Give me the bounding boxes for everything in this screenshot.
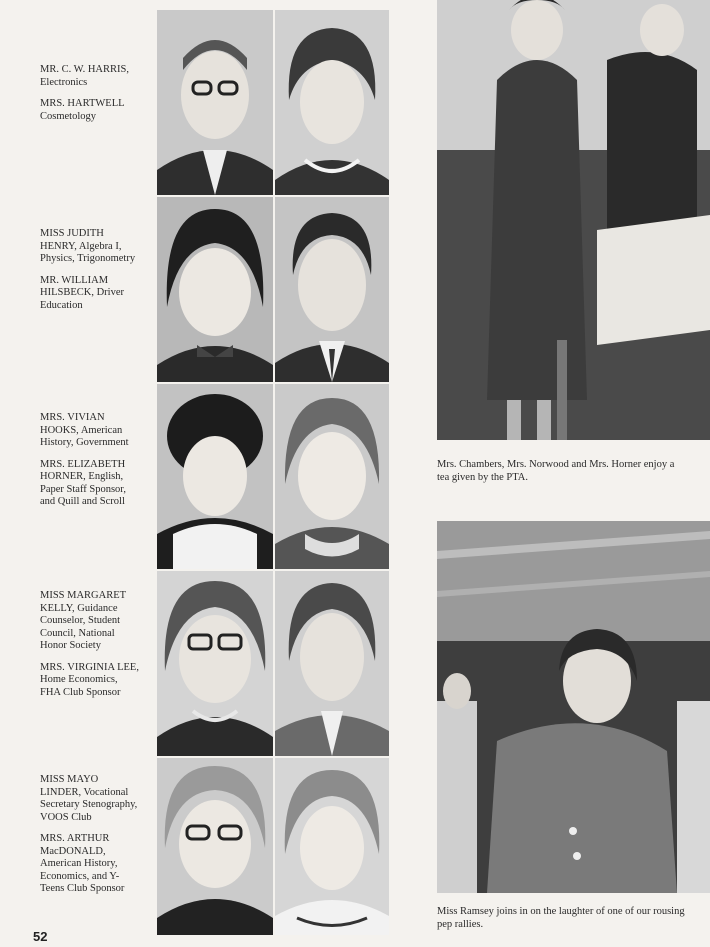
portrait-hilsbeck	[275, 197, 389, 382]
caption-row-3	[40, 412, 140, 518]
caption-pta-tea: Mrs. Chambers, Mrs. Norwood and Mrs. Horner enjoy a tea given by the PTA.	[437, 459, 675, 483]
portrait-linder	[157, 758, 273, 935]
portrait-hartwell	[275, 10, 389, 195]
caption-hilsbeck: MR. WILLIAM HILSBECK, Driver Education	[40, 274, 124, 311]
portrait-macdonald	[275, 758, 389, 935]
caption-harris: MR. C. W. HARRIS, Electronics	[40, 64, 129, 88]
caption-macdonald: MRS. ARTHUR MacDONALD, American History, Economics, and Y-Teens Club Sponsor	[40, 833, 125, 894]
caption-pep-rally: Miss Ramsey joins in on the laughter of one of our rousing pep rallies.	[437, 906, 685, 930]
caption-hartwell: MRS. HARTWELL Cosmetology	[40, 98, 125, 122]
portrait-horner	[275, 384, 389, 569]
caption-lee: MRS. VIRGINIA LEE, Home Economics, FHA Club Sponsor	[40, 661, 139, 698]
photo-pep-rally	[437, 521, 710, 893]
portrait-harris	[157, 10, 273, 195]
caption-row-2	[40, 228, 140, 321]
portrait-henry	[157, 197, 273, 382]
portrait-hooks	[157, 384, 273, 569]
caption-row-1	[40, 64, 140, 132]
caption-hooks: MRS. VIVIAN HOOKS, American History, Government	[40, 412, 129, 448]
photo-pta-tea	[437, 0, 710, 440]
portrait-lee	[275, 571, 389, 756]
caption-horner: MRS. ELIZABETH HORNER, English, Paper Staff Sponsor, and Quill and Scroll	[40, 458, 127, 507]
caption-kelly: MISS MARGARET KELLY, Guidance Counselor, Student Council, National Honor Society	[40, 590, 126, 651]
portrait-kelly	[157, 571, 273, 756]
caption-row-4	[40, 590, 140, 708]
caption-row-5	[40, 774, 140, 905]
caption-linder: MISS MAYO LINDER, Vocational Secretary Stenography, VOOS Club	[40, 774, 138, 823]
page-number: 52	[33, 929, 48, 944]
caption-henry: MISS JUDITH HENRY, Algebra I, Physics, Trigonometry	[40, 228, 136, 264]
